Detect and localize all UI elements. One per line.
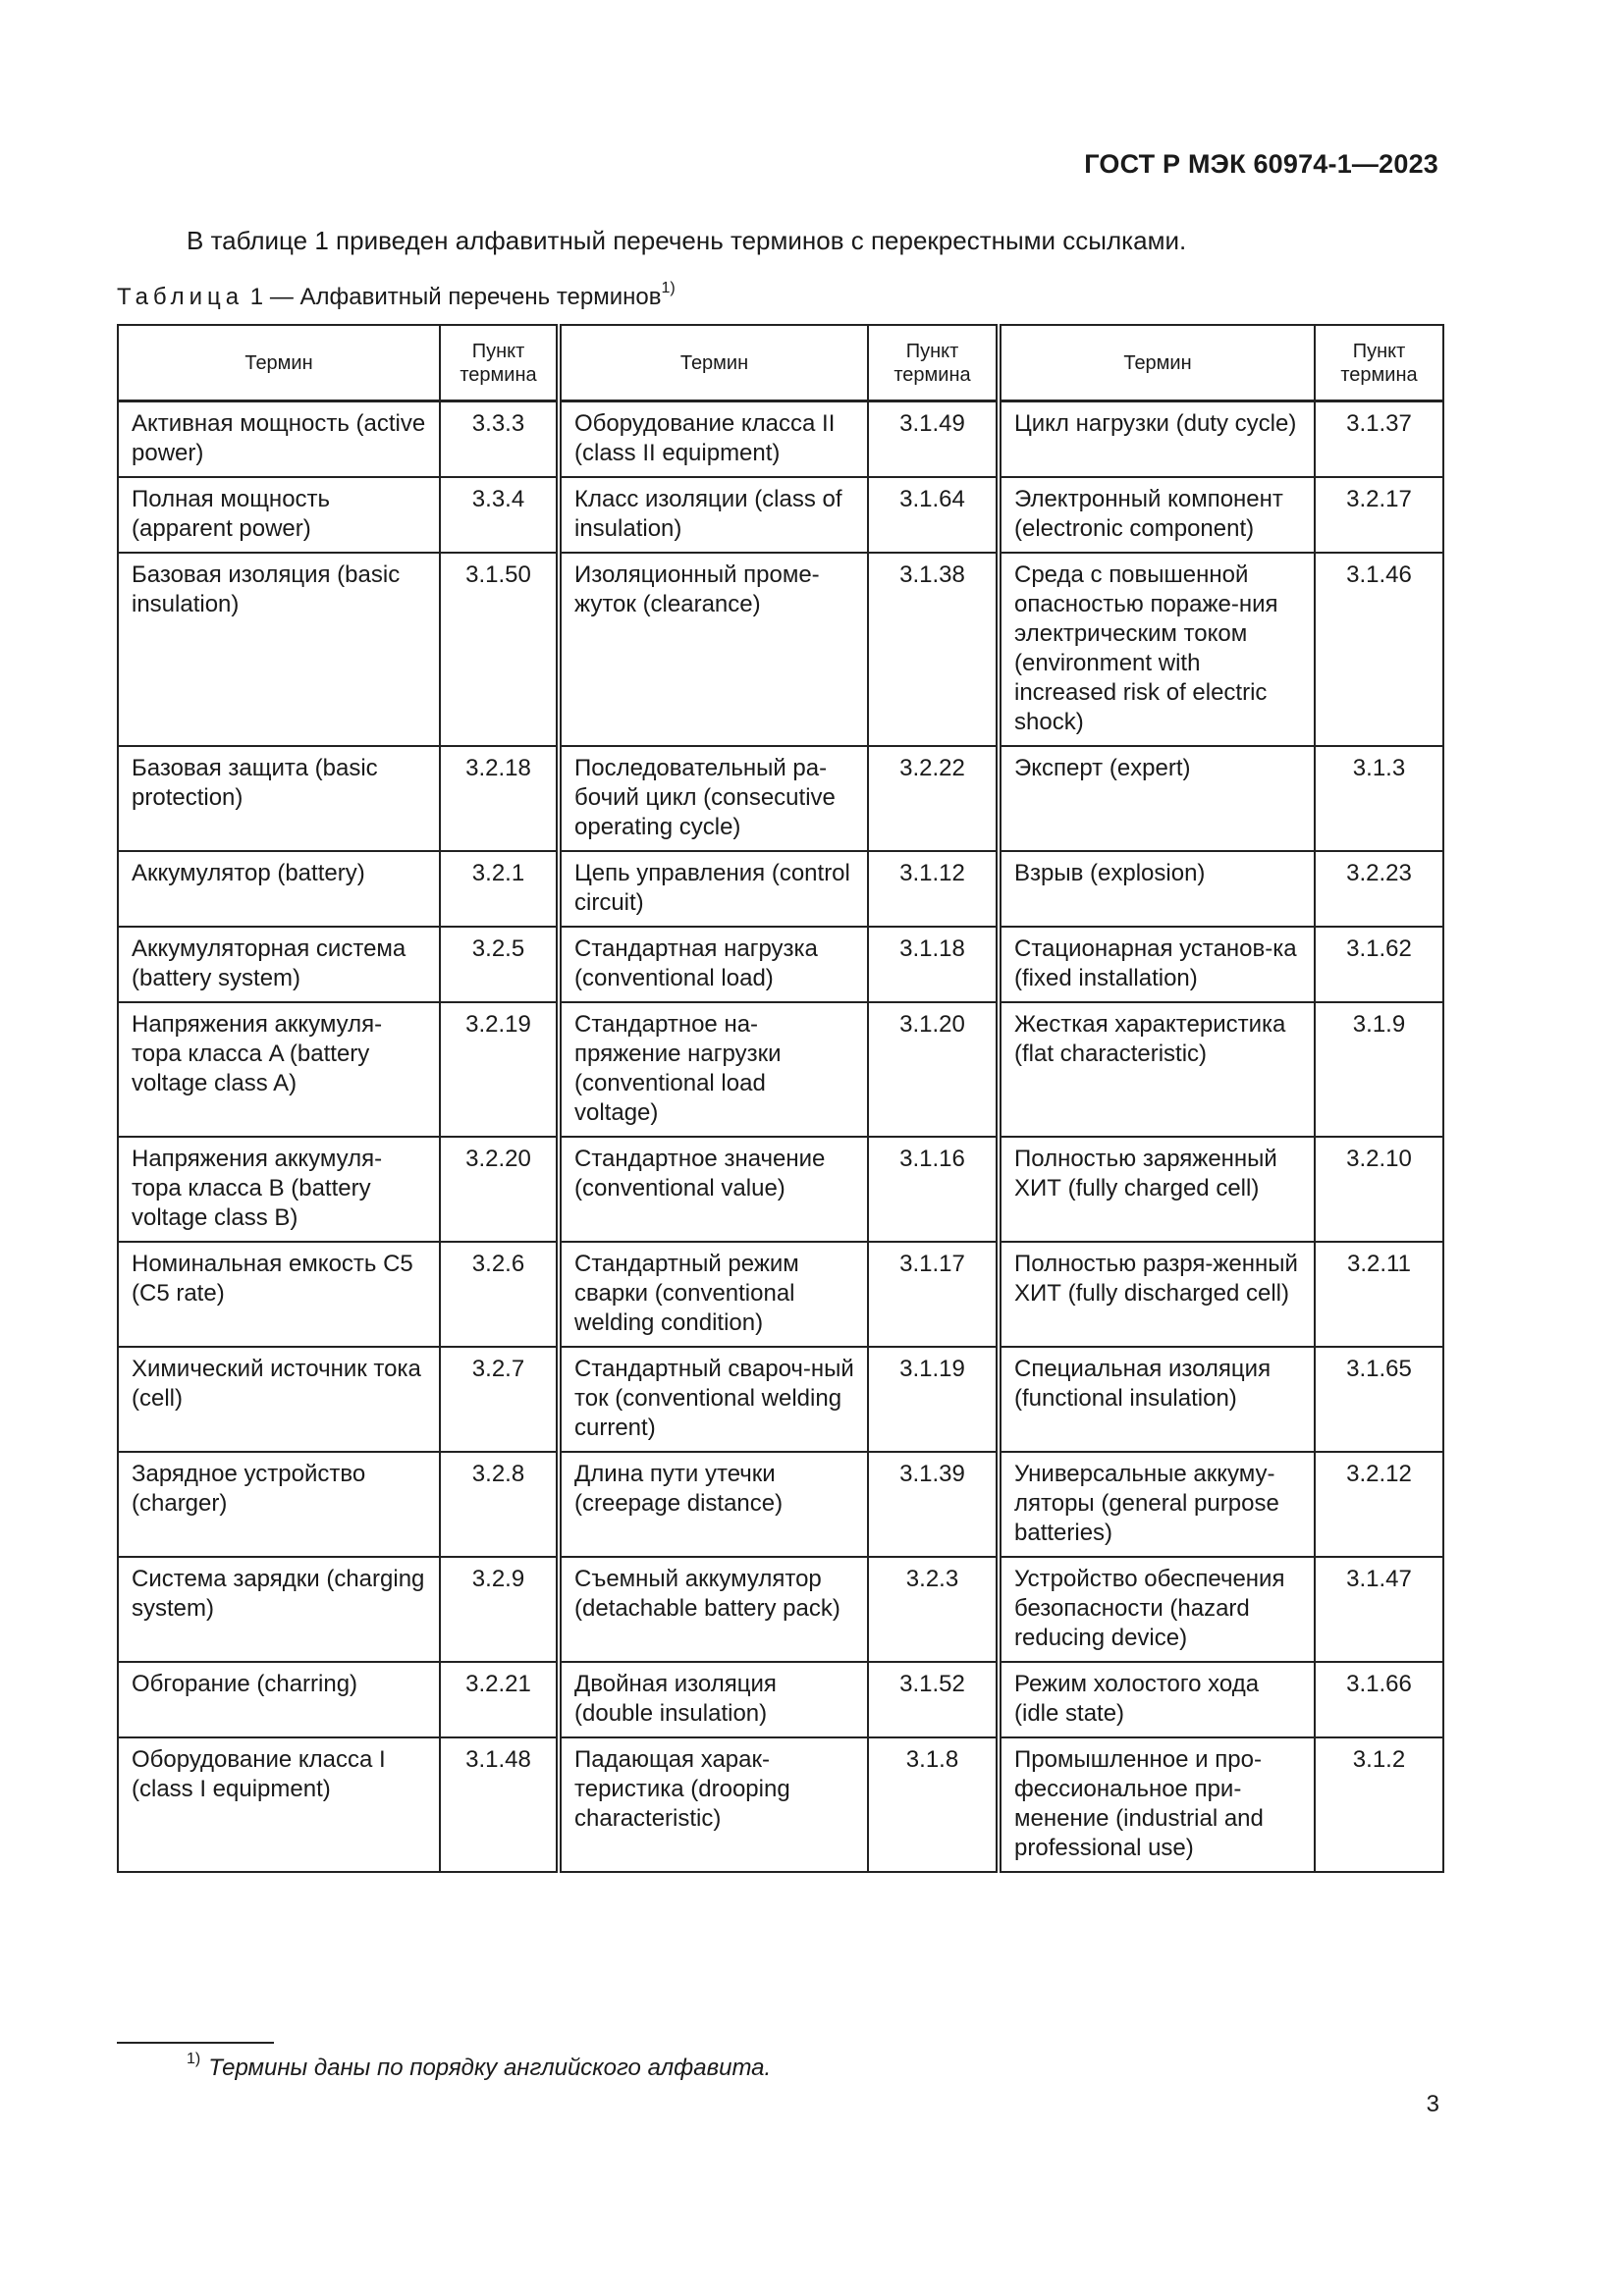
table-row: [118, 1137, 1443, 1242]
clause-number-cell: 3.1.46: [1315, 553, 1443, 746]
footnote-mark: 1): [187, 2051, 201, 2067]
clause-number-cell: 3.1.48: [440, 1737, 559, 1872]
term-cell: Универсальные аккуму-ляторы (general purpose batteries): [999, 1452, 1315, 1557]
clause-number-cell: 3.1.65: [1315, 1347, 1443, 1452]
clause-number-cell: 3.1.62: [1315, 927, 1443, 1002]
term-cell: Последовательный ра-бочий цикл (consecutive operating cycle): [559, 746, 868, 851]
term-cell: Стандартный режим сварки (conventional welding condition): [559, 1242, 868, 1347]
header-term: Термин: [559, 325, 868, 401]
clause-number-cell: 3.2.10: [1315, 1137, 1443, 1242]
clause-number-cell: 3.2.11: [1315, 1242, 1443, 1347]
clause-number-cell: 3.1.9: [1315, 1002, 1443, 1137]
clause-number-cell: 3.1.18: [868, 927, 999, 1002]
table-header-row: [118, 325, 1443, 401]
clause-number-cell: 3.2.21: [440, 1662, 559, 1737]
term-cell: Полностью разря-женный ХИТ (fully discharged cell): [999, 1242, 1315, 1347]
footnote-divider: [117, 2042, 274, 2044]
table-row: [118, 1662, 1443, 1737]
table-body: [118, 401, 1443, 1873]
table-row: [118, 1557, 1443, 1662]
clause-number-cell: 3.2.20: [440, 1137, 559, 1242]
term-cell: Активная мощность (active power): [118, 401, 440, 478]
header-clause: Пункт термина: [440, 325, 559, 401]
clause-number-cell: 3.1.8: [868, 1737, 999, 1872]
table-row: [118, 1002, 1443, 1137]
table-caption-number: 1: [249, 284, 264, 310]
clause-number-cell: 3.3.3: [440, 401, 559, 478]
table-caption-text: — Алфавитный перечень терминов: [269, 284, 662, 310]
term-cell: Цепь управления (control circuit): [559, 851, 868, 927]
term-cell: Длина пути утечки (creepage distance): [559, 1452, 868, 1557]
term-cell: Полностью заряженный ХИТ (fully charged cell): [999, 1137, 1315, 1242]
term-cell: Аккумуляторная система (battery system): [118, 927, 440, 1002]
clause-number-cell: 3.2.22: [868, 746, 999, 851]
clause-number-cell: 3.2.8: [440, 1452, 559, 1557]
term-cell: Полная мощность (apparent power): [118, 477, 440, 553]
table-row: [118, 1242, 1443, 1347]
term-cell: Цикл нагрузки (duty cycle): [999, 401, 1315, 478]
clause-number-cell: 3.2.9: [440, 1557, 559, 1662]
term-cell: Электронный компонент (electronic component): [999, 477, 1315, 553]
header-term: Термин: [118, 325, 440, 401]
clause-number-cell: 3.2.23: [1315, 851, 1443, 927]
term-cell: Напряжения аккумуля-тора класса A (battery voltage class A): [118, 1002, 440, 1137]
term-cell: Система зарядки (charging system): [118, 1557, 440, 1662]
term-cell: Специальная изоляция (functional insulation): [999, 1347, 1315, 1452]
clause-number-cell: 3.2.7: [440, 1347, 559, 1452]
term-cell: Зарядное устройство (charger): [118, 1452, 440, 1557]
term-cell: Падающая харак-теристика (drooping characteristic): [559, 1737, 868, 1872]
clause-number-cell: 3.3.4: [440, 477, 559, 553]
document-code: ГОСТ Р МЭК 60974-1—2023: [1084, 149, 1438, 179]
header-clause: Пункт термина: [868, 325, 999, 401]
clause-number-cell: 3.1.64: [868, 477, 999, 553]
clause-number-cell: 3.1.47: [1315, 1557, 1443, 1662]
table-caption-prefix: Таблица: [117, 284, 244, 310]
term-cell: Режим холостого хода (idle state): [999, 1662, 1315, 1737]
table-row: [118, 477, 1443, 553]
table-row: [118, 746, 1443, 851]
term-cell: Среда с повышенной опасностью пораже-ния электрическим током (environment with increased risk of electric shock): [999, 553, 1315, 746]
clause-number-cell: 3.1.37: [1315, 401, 1443, 478]
clause-number-cell: 3.1.50: [440, 553, 559, 746]
term-cell: Базовая защита (basic protection): [118, 746, 440, 851]
clause-number-cell: 3.1.17: [868, 1242, 999, 1347]
clause-number-cell: 3.1.19: [868, 1347, 999, 1452]
clause-number-cell: 3.2.5: [440, 927, 559, 1002]
intro-paragraph: В таблице 1 приведен алфавитный перечень терминов с перекрестными ссылками.: [187, 226, 1187, 255]
clause-number-cell: 3.2.6: [440, 1242, 559, 1347]
term-cell: Номинальная емкость C5 (C5 rate): [118, 1242, 440, 1347]
clause-number-cell: 3.1.3: [1315, 746, 1443, 851]
table-row: [118, 851, 1443, 927]
table-row: [118, 1452, 1443, 1557]
clause-number-cell: 3.2.17: [1315, 477, 1443, 553]
table-row: [118, 401, 1443, 478]
clause-number-cell: 3.1.2: [1315, 1737, 1443, 1872]
clause-number-cell: 3.1.66: [1315, 1662, 1443, 1737]
term-cell: Напряжения аккумуля-тора класса B (battery voltage class B): [118, 1137, 440, 1242]
term-cell: Взрыв (explosion): [999, 851, 1315, 927]
footnote: [187, 2051, 772, 2082]
clause-number-cell: 3.1.38: [868, 553, 999, 746]
table-row: [118, 927, 1443, 1002]
term-cell: Базовая изоляция (basic insulation): [118, 553, 440, 746]
header-clause: Пункт термина: [1315, 325, 1443, 401]
page-number: 3: [1426, 2091, 1439, 2117]
term-cell: Обгорание (charring): [118, 1662, 440, 1737]
table-caption-footnote-mark: 1): [661, 280, 676, 296]
clause-number-cell: 3.2.12: [1315, 1452, 1443, 1557]
clause-number-cell: 3.2.18: [440, 746, 559, 851]
term-cell: Двойная изоляция (double insulation): [559, 1662, 868, 1737]
term-cell: Съемный аккумулятор (detachable battery pack): [559, 1557, 868, 1662]
term-cell: Стандартный свароч-ный ток (conventional welding current): [559, 1347, 868, 1452]
table-caption: [117, 280, 676, 311]
clause-number-cell: 3.2.1: [440, 851, 559, 927]
term-cell: Жесткая характеристика (flat characteristic): [999, 1002, 1315, 1137]
term-cell: Химический источник тока (cell): [118, 1347, 440, 1452]
clause-number-cell: 3.1.49: [868, 401, 999, 478]
term-cell: Стандартная нагрузка (conventional load): [559, 927, 868, 1002]
clause-number-cell: 3.2.19: [440, 1002, 559, 1137]
table-row: [118, 553, 1443, 746]
term-cell: Промышленное и про-фессиональное при-менение (industrial and professional use): [999, 1737, 1315, 1872]
terms-table: [117, 324, 1444, 1873]
term-cell: Аккумулятор (battery): [118, 851, 440, 927]
term-cell: Стандартное значение (conventional value): [559, 1137, 868, 1242]
term-cell: Стационарная установ-ка (fixed installation): [999, 927, 1315, 1002]
clause-number-cell: 3.2.3: [868, 1557, 999, 1662]
footnote-text: Термины даны по порядку английского алфавита.: [208, 2055, 772, 2081]
table-row: [118, 1347, 1443, 1452]
term-cell: Оборудование класса II (class II equipment): [559, 401, 868, 478]
term-cell: Класс изоляции (class of insulation): [559, 477, 868, 553]
term-cell: Изоляционный проме-жуток (clearance): [559, 553, 868, 746]
header-term: Термин: [999, 325, 1315, 401]
term-cell: Стандартное на-пряжение нагрузки (conventional load voltage): [559, 1002, 868, 1137]
clause-number-cell: 3.1.52: [868, 1662, 999, 1737]
term-cell: Оборудование класса I (class I equipment): [118, 1737, 440, 1872]
term-cell: Эксперт (expert): [999, 746, 1315, 851]
clause-number-cell: 3.1.12: [868, 851, 999, 927]
term-cell: Устройство обеспечения безопасности (hazard reducing device): [999, 1557, 1315, 1662]
clause-number-cell: 3.1.16: [868, 1137, 999, 1242]
clause-number-cell: 3.1.20: [868, 1002, 999, 1137]
table-row: [118, 1737, 1443, 1872]
clause-number-cell: 3.1.39: [868, 1452, 999, 1557]
